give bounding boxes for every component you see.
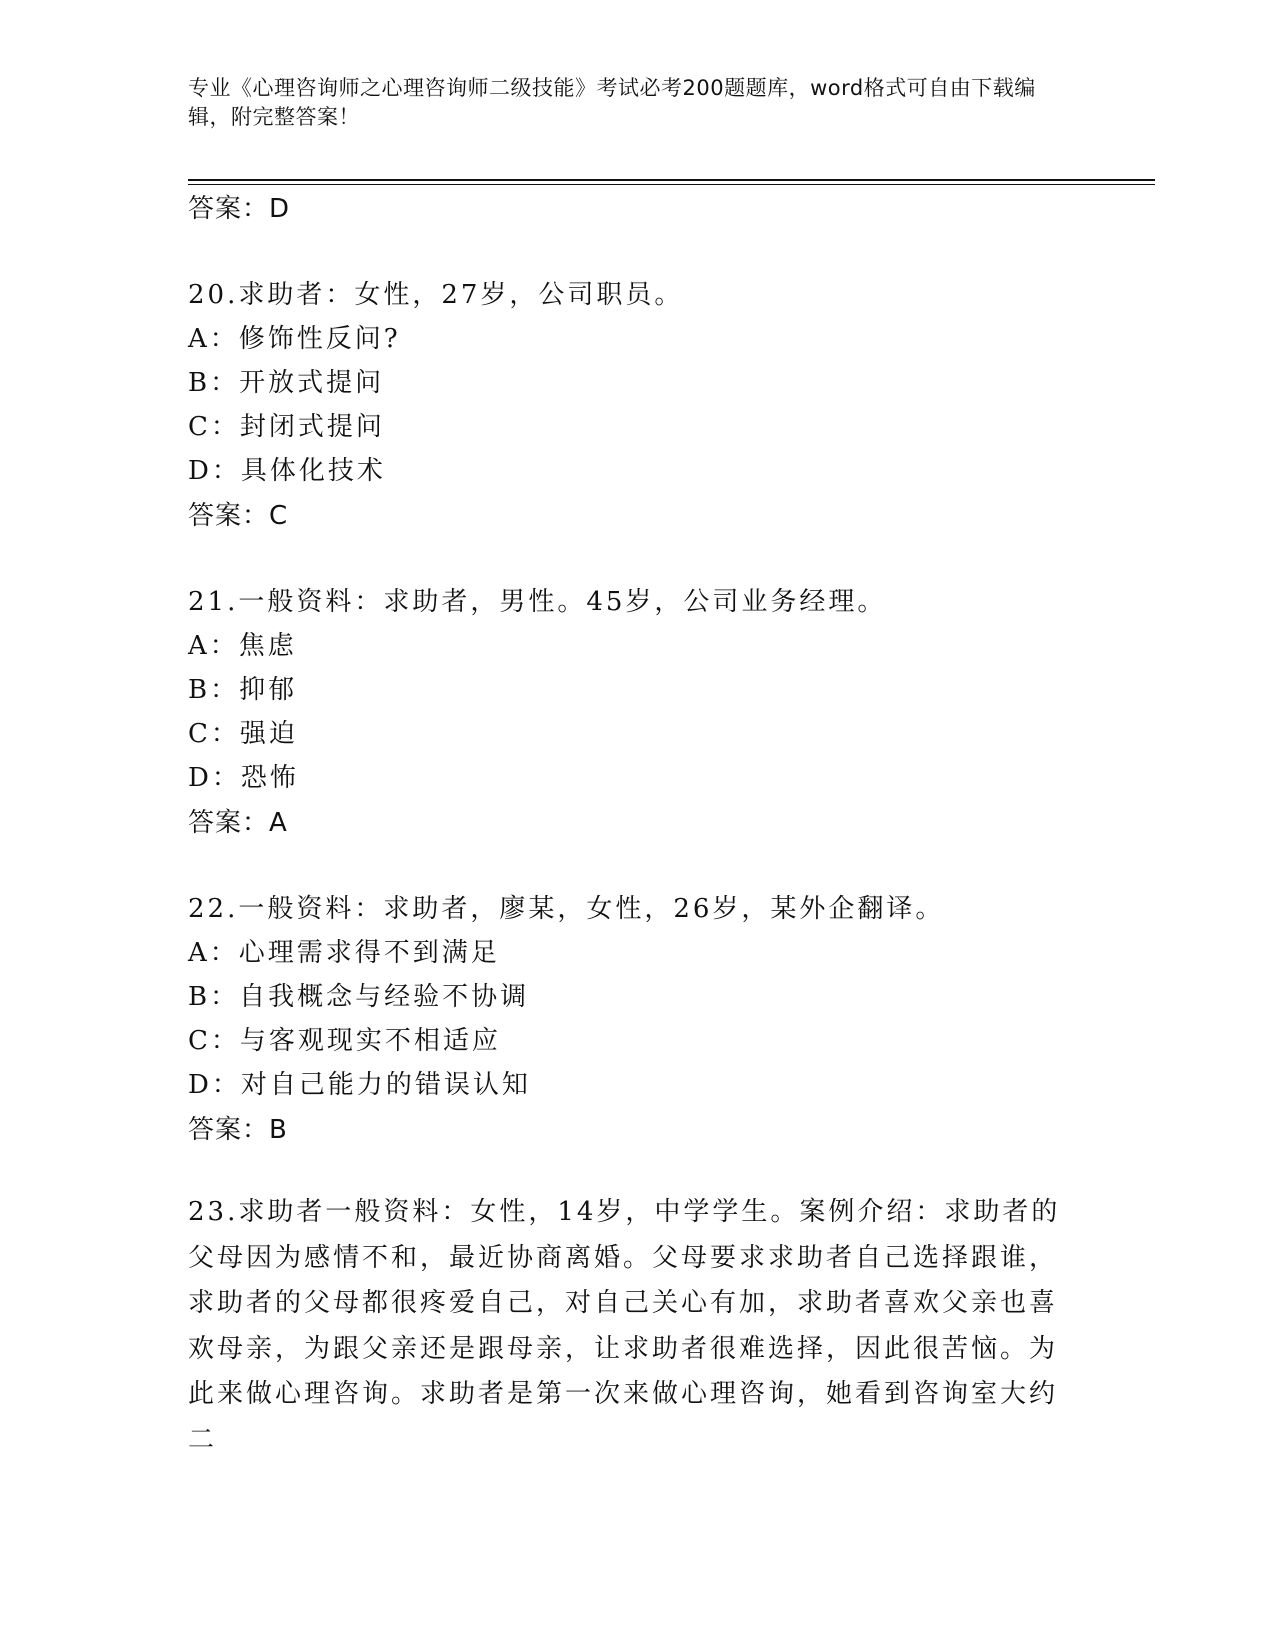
header-rule-thin: [188, 184, 1155, 185]
question-21-option-b: B：抑郁: [188, 675, 298, 705]
question-21-option-a: A：焦虑: [188, 631, 297, 661]
question-20-option-b: B：开放式提问: [188, 368, 385, 398]
question-22-option-a: A：心理需求得不到满足: [188, 938, 500, 968]
question-22-option-d: D：对自己能力的错误认知: [188, 1070, 531, 1100]
header-rule-thick: [188, 179, 1155, 181]
question-22-option-c: C：与客观现实不相适应: [188, 1026, 501, 1056]
question-21-option-c: C：强迫: [188, 719, 298, 749]
question-20-answer: 答案：C: [188, 501, 289, 531]
question-21-answer: 答案：A: [188, 808, 288, 838]
question-23-stem: 23.求助者一般资料：女性，14岁，中学学生。案例介绍：求助者的父母因为感情不和，最近协商离婚。父母要求求助者自己选择跟谁，求助者的父母都很疼爱自己，对自己关心有加，求助者喜欢父亲也喜欢母亲，为跟父亲还是跟母亲，让求助者很难选择，因此很苦恼。为此来做心理咨询。求助者是第一次来做心理咨询，她看到咨询室大约二: [188, 1197, 1061, 1455]
question-22-option-b: B：自我概念与经验不协调: [188, 982, 530, 1012]
question-20-option-d: D：具体化技术: [188, 456, 386, 486]
question-20-stem: 20.求助者：女性，27岁，公司职员。: [188, 280, 684, 310]
question-20-option-c: C：封闭式提问: [188, 412, 385, 442]
answer-line-19: 答案：D: [188, 194, 291, 224]
question-21-option-d: D：恐怖: [188, 763, 299, 793]
question-22-stem: 22.一般资料：求助者，廖某，女性，26岁，某外企翻译。: [188, 894, 945, 924]
question-20-option-a: A：修饰性反问?: [188, 324, 401, 354]
document-header: 专业《心理咨询师之心理咨询师二级技能》考试必考200题题库，word格式可自由下载编辑，附完整答案！: [188, 76, 1036, 129]
question-21-stem: 21.一般资料：求助者，男性。45岁，公司业务经理。: [188, 587, 887, 617]
question-22-answer: 答案：B: [188, 1115, 288, 1145]
